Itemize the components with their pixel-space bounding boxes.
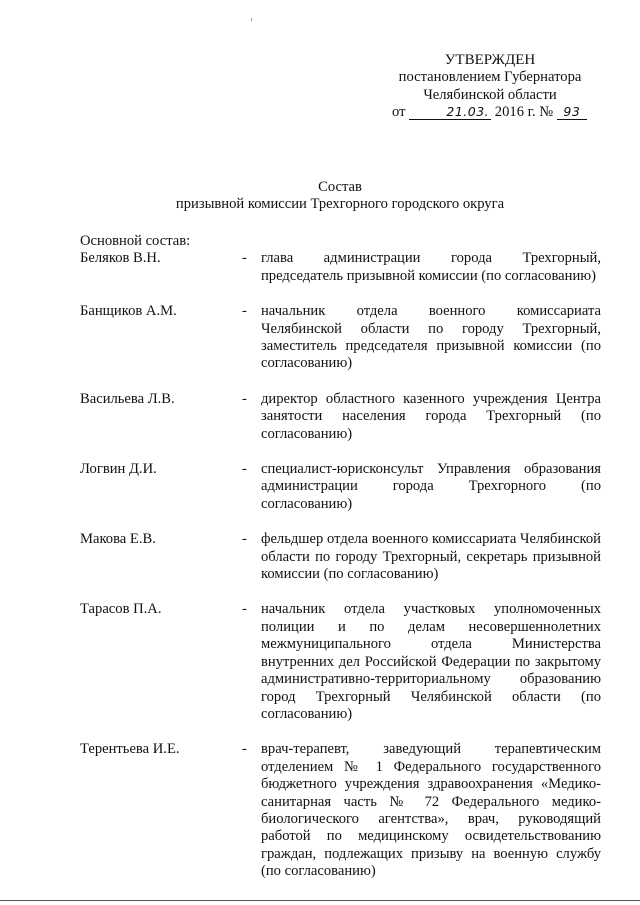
member-name: Терентьева И.Е. [80, 741, 180, 758]
member-dash: - [242, 250, 247, 267]
member-dash: - [242, 531, 247, 548]
approval-date: 21.03. [409, 105, 491, 120]
document-heading [80, 179, 600, 214]
member-row [80, 303, 600, 373]
member-role: специалист-юрисконсульт Управления образования администрации города Трехгорного (по согласованию) [261, 461, 601, 512]
member-list [80, 250, 600, 880]
member-dash: - [242, 303, 247, 320]
page-bottom-rule [0, 900, 640, 901]
member-name: Логвин Д.И. [80, 461, 157, 478]
member-role: глава администрации города Трехгорный, председатель призывной комиссии (по согласованию) [261, 250, 601, 284]
main-composition [80, 233, 600, 899]
member-dash: - [242, 741, 247, 758]
main-composition-label: Основной состав: [80, 233, 191, 249]
member-name: Макова Е.В. [80, 531, 156, 548]
member-dash: - [242, 461, 247, 478]
approval-decree-line: постановлением Губернатора [398, 69, 582, 86]
approval-title: УТВЕРЖДЕН [444, 52, 536, 68]
member-row [80, 461, 600, 513]
member-row [80, 391, 600, 443]
scan-mark [251, 18, 252, 21]
member-row [80, 601, 600, 723]
member-role: начальник отдела участковых уполномоченных полиции и по делам несовершеннолетних межмуниципального отдела Министерства внутренних дел Российской Федерации по закрытому административно-территориальному образованию город Трехгорный Челябинской области (по согласованию) [261, 601, 601, 722]
member-role: директор областного казенного учреждения Центра занятости населения города Трехгорный (по согласованию) [261, 390, 601, 442]
member-dash: - [242, 601, 247, 618]
approval-region-line: Челябинской области [423, 86, 557, 103]
member-role: начальник отдела военного комиссариата Челябинской области по городу Трехгорный, заместитель председателя призывной комиссии (по согласованию) [261, 303, 601, 372]
member-row [80, 250, 600, 285]
approval-from-label: от [392, 104, 406, 121]
heading-subtitle: призывной комиссии Трехгорного городского округа [175, 196, 505, 213]
approval-date-line [390, 104, 590, 121]
member-role: врач-терапевт, заведующий терапевтическим отделением № 1 Федерального государственного бюджетного учреждения здравоохранения «Медико-санитарная часть № 72 Федерального медико-биологического агентства», врач, руководящий работой по медицинскому освидетельствованию граждан, подлежащих призыву на военную службу (по согласованию) [261, 741, 601, 880]
approval-year: 2016 г. [494, 104, 536, 121]
member-name: Васильева Л.В. [80, 390, 175, 407]
member-row [80, 741, 600, 880]
member-dash: - [242, 390, 247, 407]
member-role: фельдшер отдела военного комиссариата Челябинской области по городу Трехгорный, секретарь призывной комиссии (по согласованию) [261, 531, 601, 583]
member-row [80, 531, 600, 583]
member-name: Беляков В.Н. [80, 250, 161, 267]
member-name: Банщиков А.М. [80, 303, 177, 320]
member-name: Тарасов П.А. [80, 601, 162, 618]
approval-block [390, 52, 590, 122]
approval-number-label: № [539, 104, 554, 121]
approval-number: 93 [557, 105, 587, 120]
heading-title: Состав [318, 179, 362, 195]
